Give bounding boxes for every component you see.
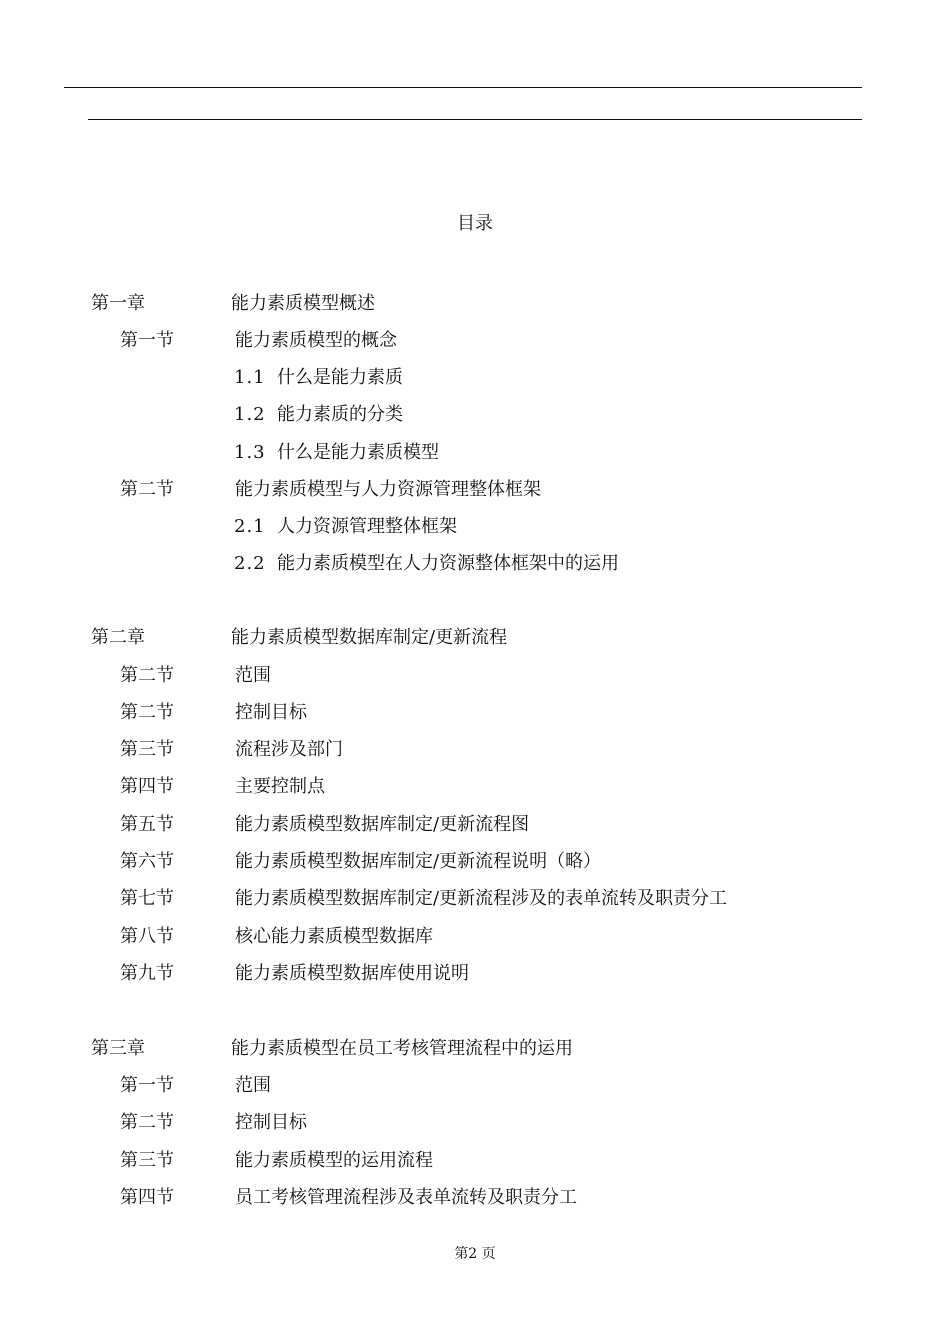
toc-entry-title: 什么是能力素质 (277, 367, 403, 388)
toc-entry-number: 2.1 (234, 516, 266, 537)
page-number-footer: 第2 页 (454, 1246, 496, 1262)
toc-entry-number: 第四节 (120, 776, 174, 797)
toc-entry-title: 能力素质模型在员工考核管理流程中的运用 (231, 1038, 573, 1059)
toc-entry-title: 核心能力素质模型数据库 (235, 926, 433, 947)
toc-entry-number: 第五节 (120, 814, 174, 835)
toc-section-entry (0, 737, 950, 763)
toc-entry-title: 能力素质模型的运用流程 (235, 1150, 433, 1171)
toc-entry-number: 第三章 (91, 1038, 145, 1059)
toc-entry-number: 1.1 (234, 367, 266, 388)
toc-entry-number: 1.3 (234, 442, 266, 463)
toc-section-entry (0, 663, 950, 689)
toc-section-entry (0, 1073, 950, 1099)
toc-entry-number: 第六节 (120, 851, 174, 872)
toc-entry-number: 第二节 (120, 665, 174, 686)
toc-sub-entry (0, 514, 950, 540)
toc-entry-number: 第一节 (120, 330, 174, 351)
toc-entry-number: 第三节 (120, 739, 174, 760)
toc-chapter-entry (0, 291, 950, 317)
toc-section-entry (0, 886, 950, 912)
toc-entry-number: 第二节 (120, 1112, 174, 1133)
toc-entry-number: 1.2 (234, 404, 266, 425)
toc-entry-title: 能力素质模型在人力资源整体框架中的运用 (277, 553, 619, 574)
toc-section-entry (0, 774, 950, 800)
toc-entry-number: 第二节 (120, 479, 174, 500)
toc-sub-entry (0, 440, 950, 466)
toc-entry-title: 流程涉及部门 (235, 739, 343, 760)
toc-entry-title: 能力素质模型概述 (231, 293, 375, 314)
toc-entry-title: 控制目标 (235, 1112, 307, 1133)
toc-section-entry (0, 1148, 950, 1174)
toc-section-entry (0, 849, 950, 875)
toc-entry-title: 能力素质模型数据库制定/更新流程涉及的表单流转及职责分工 (235, 888, 728, 909)
toc-entry-number: 第四节 (120, 1187, 174, 1208)
toc-entry-number: 第一章 (91, 293, 145, 314)
toc-entry-title: 主要控制点 (235, 776, 325, 797)
toc-entry-title: 能力素质模型与人力资源管理整体框架 (235, 479, 541, 500)
toc-sub-entry (0, 551, 950, 577)
toc-section-entry (0, 1110, 950, 1136)
toc-section-entry (0, 924, 950, 950)
toc-section-entry (0, 961, 950, 987)
toc-entry-number: 第二章 (91, 627, 145, 648)
toc-chapter-entry (0, 1036, 950, 1062)
toc-entry-title: 能力素质模型数据库制定/更新流程说明（略） (235, 851, 602, 872)
toc-entry-number: 2.2 (234, 553, 266, 574)
toc-sub-entry (0, 365, 950, 391)
header-rule-second (88, 119, 862, 120)
toc-entry-title: 范围 (235, 665, 271, 686)
toc-entry-number: 第九节 (120, 963, 174, 984)
toc-section-entry (0, 700, 950, 726)
toc-entry-title: 能力素质模型数据库使用说明 (235, 963, 469, 984)
toc-entry-title: 能力素质模型的概念 (235, 330, 397, 351)
toc-entry-title: 能力素质模型数据库制定/更新流程 (231, 627, 508, 648)
toc-entry-title: 能力素质模型数据库制定/更新流程图 (235, 814, 530, 835)
toc-sub-entry (0, 402, 950, 428)
toc-title: 目录 (457, 213, 493, 234)
toc-chapter-entry (0, 625, 950, 651)
toc-entry-number: 第一节 (120, 1075, 174, 1096)
toc-entry-title: 控制目标 (235, 702, 307, 723)
toc-entry-number: 第二节 (120, 702, 174, 723)
toc-entry-number: 第三节 (120, 1150, 174, 1171)
header-rule-top (64, 87, 862, 88)
toc-entry-title: 范围 (235, 1075, 271, 1096)
toc-entry-title: 能力素质的分类 (277, 404, 403, 425)
toc-entry-number: 第七节 (120, 888, 174, 909)
toc-section-entry (0, 477, 950, 503)
toc-entry-title: 什么是能力素质模型 (277, 442, 439, 463)
toc-section-entry (0, 1185, 950, 1211)
toc-entry-title: 员工考核管理流程涉及表单流转及职责分工 (235, 1187, 577, 1208)
toc-entry-title: 人力资源管理整体框架 (277, 516, 457, 537)
toc-section-entry (0, 812, 950, 838)
toc-entry-number: 第八节 (120, 926, 174, 947)
toc-section-entry (0, 328, 950, 354)
